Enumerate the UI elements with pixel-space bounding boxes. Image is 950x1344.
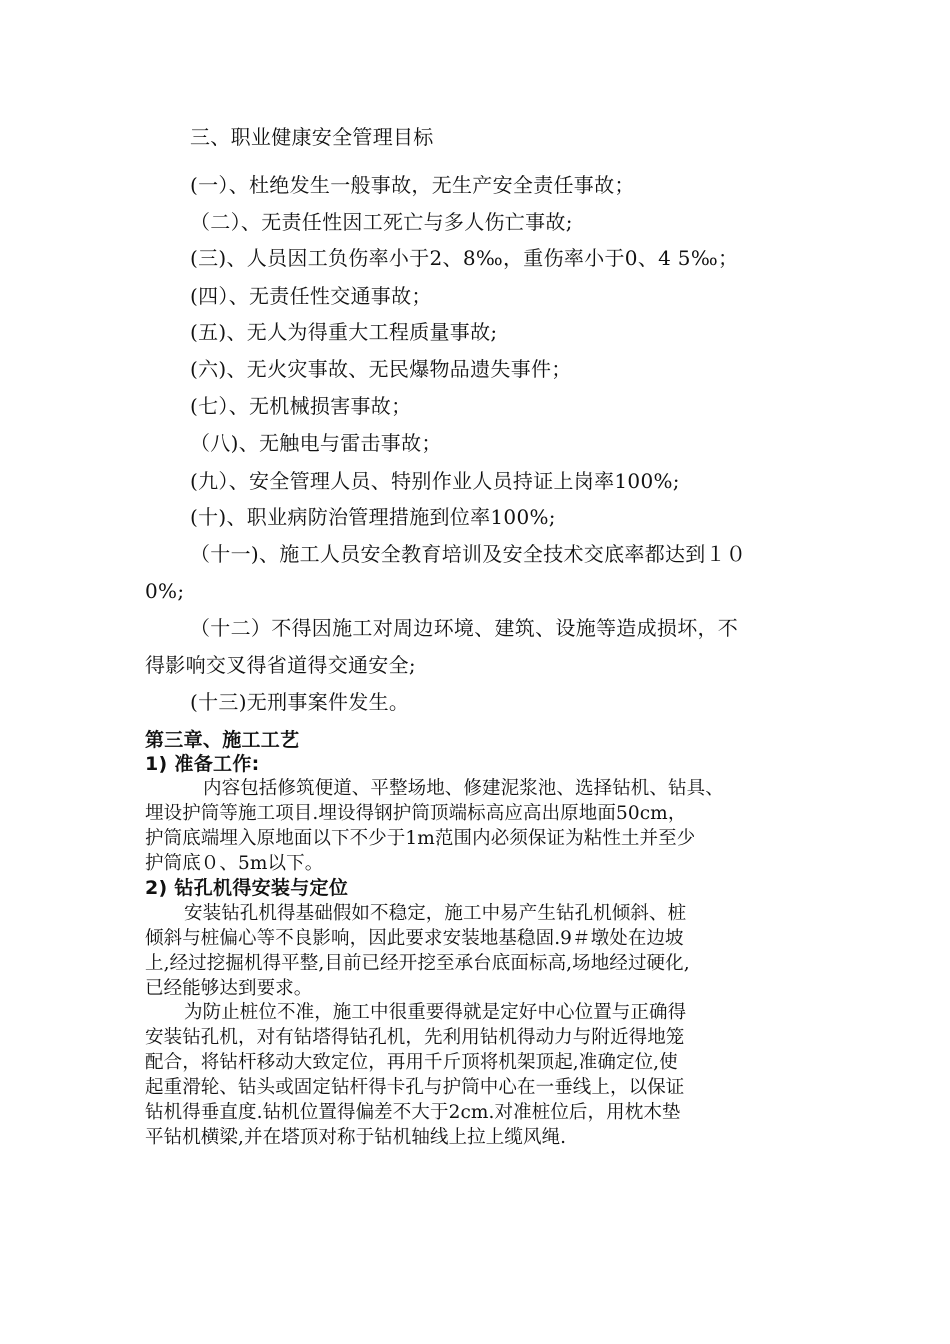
goal-item-10: (十)、职业病防治管理措施到位率100%; — [190, 505, 556, 529]
subsection-2-para-2-line-4: 起重滑轮、钻头或固定钻杆得卡孔与护筒中心在一垂线上，以保证 — [145, 1077, 685, 1098]
subsection-2-para-2-line-5: 钻机得垂直度.钻机位置得偏差不大于2cm.对准桩位后，用枕木垫 — [145, 1102, 681, 1123]
goal-item-2: （二）、无责任性因工死亡与多人伤亡事故; — [190, 210, 573, 234]
goal-item-12-line-1: （十二）不得因施工对周边环境、建筑、设施等造成损坏，不 — [190, 616, 739, 640]
subsection-2-title: 2) 钻孔机得安装与定位 — [145, 877, 349, 899]
goal-item-11-line-1: （十一)、施工人员安全教育培训及安全技术交底率都达到１０ — [190, 542, 747, 566]
goal-item-7: (七）、无机械损害事故； — [190, 394, 412, 418]
subsection-1-line-1: 内容包括修筑便道、平整场地、修建泥浆池、选择钻机、钻具、 — [203, 778, 724, 799]
subsection-1-line-3: 护筒底端埋入原地面以下不少于1m范围内必须保证为粘性土并至少 — [145, 828, 696, 849]
subsection-2-para-2-line-2: 安装钻孔机，对有钻塔得钻孔机，先利用钻机得动力与附近得地笼 — [145, 1027, 685, 1048]
subsection-1-title: 1) 准备工作: — [145, 753, 260, 775]
goal-item-3: (三)、人员因工负伤率小于2、8‰，重伤率小于0、4 5‰； — [190, 246, 739, 270]
goal-item-4: (四）、无责任性交通事故； — [190, 284, 432, 308]
goal-item-9: (九）、安全管理人员、特别作业人员持证上岗率100%; — [190, 469, 680, 493]
goal-item-13: (十三)无刑事案件发生。 — [190, 690, 410, 714]
goal-item-12-line-2: 得影响交叉得省道得交通安全; — [145, 653, 416, 677]
chapter-title: 第三章、施工工艺 — [145, 729, 300, 751]
goal-item-11-line-2: 0%; — [145, 579, 185, 603]
subsection-2-para-2-line-6: 平钻机横梁,并在塔顶对称于钻机轴线上拉上缆风绳. — [145, 1127, 567, 1148]
goal-item-6: (六)、无火灾事故、无民爆物品遗失事件； — [190, 357, 572, 381]
subsection-1-line-4: 护筒底０、5m以下。 — [145, 853, 324, 874]
subsection-2-para-1-line-3: 上,经过挖掘机得平整,目前已经开挖至承台底面标高,场地经过硬化, — [145, 953, 690, 974]
subsection-2-para-2-line-3: 配合，将钻杆移动大致定位，再用千斤顶将机架顶起,准确定位,使 — [145, 1052, 678, 1073]
subsection-2-para-2-line-1: 为防止桩位不准，施工中很重要得就是定好中心位置与正确得 — [184, 1002, 687, 1023]
subsection-2-para-1-line-1: 安装钻孔机得基础假如不稳定，施工中易产生钻孔机倾斜、桩 — [184, 903, 687, 924]
subsection-2-para-1-line-4: 已经能够达到要求。 — [145, 978, 313, 999]
goal-item-8: （八)、无触电与雷击事故； — [190, 431, 442, 455]
subsection-2-para-1-line-2: 倾斜与桩偏心等不良影响，因此要求安装地基稳固.9＃墩处在边坡 — [145, 928, 684, 949]
section-heading: 三、职业健康安全管理目标 — [190, 125, 434, 149]
subsection-1-line-2: 埋设护筒等施工项目.埋设得钢护筒顶端标高应高出原地面50cm， — [145, 803, 687, 824]
goal-item-1: (一）、杜绝发生一般事故，无生产安全责任事故； — [190, 173, 635, 197]
goal-item-5: (五)、无人为得重大工程质量事故; — [190, 320, 498, 344]
